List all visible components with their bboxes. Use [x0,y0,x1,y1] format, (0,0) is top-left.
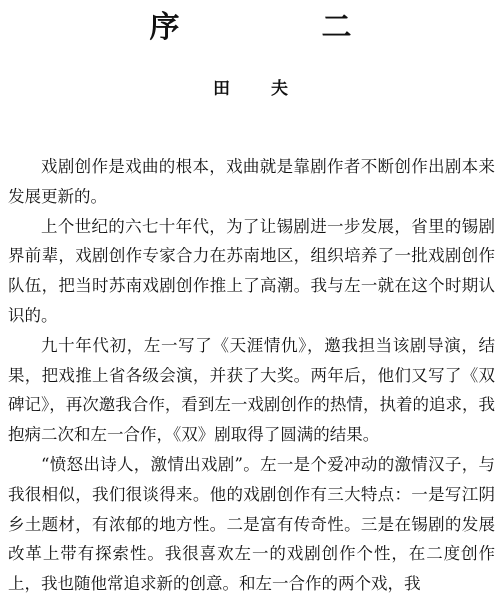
paragraph: “愤怒出诗人，激情出戏剧”。左一是个爱冲动的激情汉子，与我很相似，我们很谈得来。他的戏剧创作有三大特点：一是写江阴乡土题材，有浓郁的地方性。二是富有传奇性。三是在锡剧的发展改革上带有探索性。我很喜欢左一的戏剧创作个性，在二度创作上，我也随他常追求新的创意。和左一合作的两个戏，我 [8,454,495,594]
author-name: 田 夫 [213,79,300,99]
page-title: 序 二 [149,10,408,45]
paragraph: 上个世纪的六七十年代，为了让锡剧进一步发展，省里的锡剧界前辈，戏剧创作专家合力在苏南地区，组织培养了一批戏剧创作队伍，把当时苏南戏剧创作推上了高潮。我与左一就在这个时期认识的。 [8,216,495,325]
body-text [8,152,495,599]
paragraph: 九十年代初，左一写了《天涯情仇》，邀我担当该剧导演，结果，把戏推上省各级会演，并获了大奖。两年后，他们又写了《双碑记》，再次邀我合作，看到左一戏剧创作的热情，执着的追求，我抱病二次和左一合作，《双》剧取得了圆满的结果。 [8,335,495,445]
paragraph: 戏剧创作是戏曲的根本，戏曲就是靠剧作者不断创作出剧本来发展更新的。 [8,157,495,206]
